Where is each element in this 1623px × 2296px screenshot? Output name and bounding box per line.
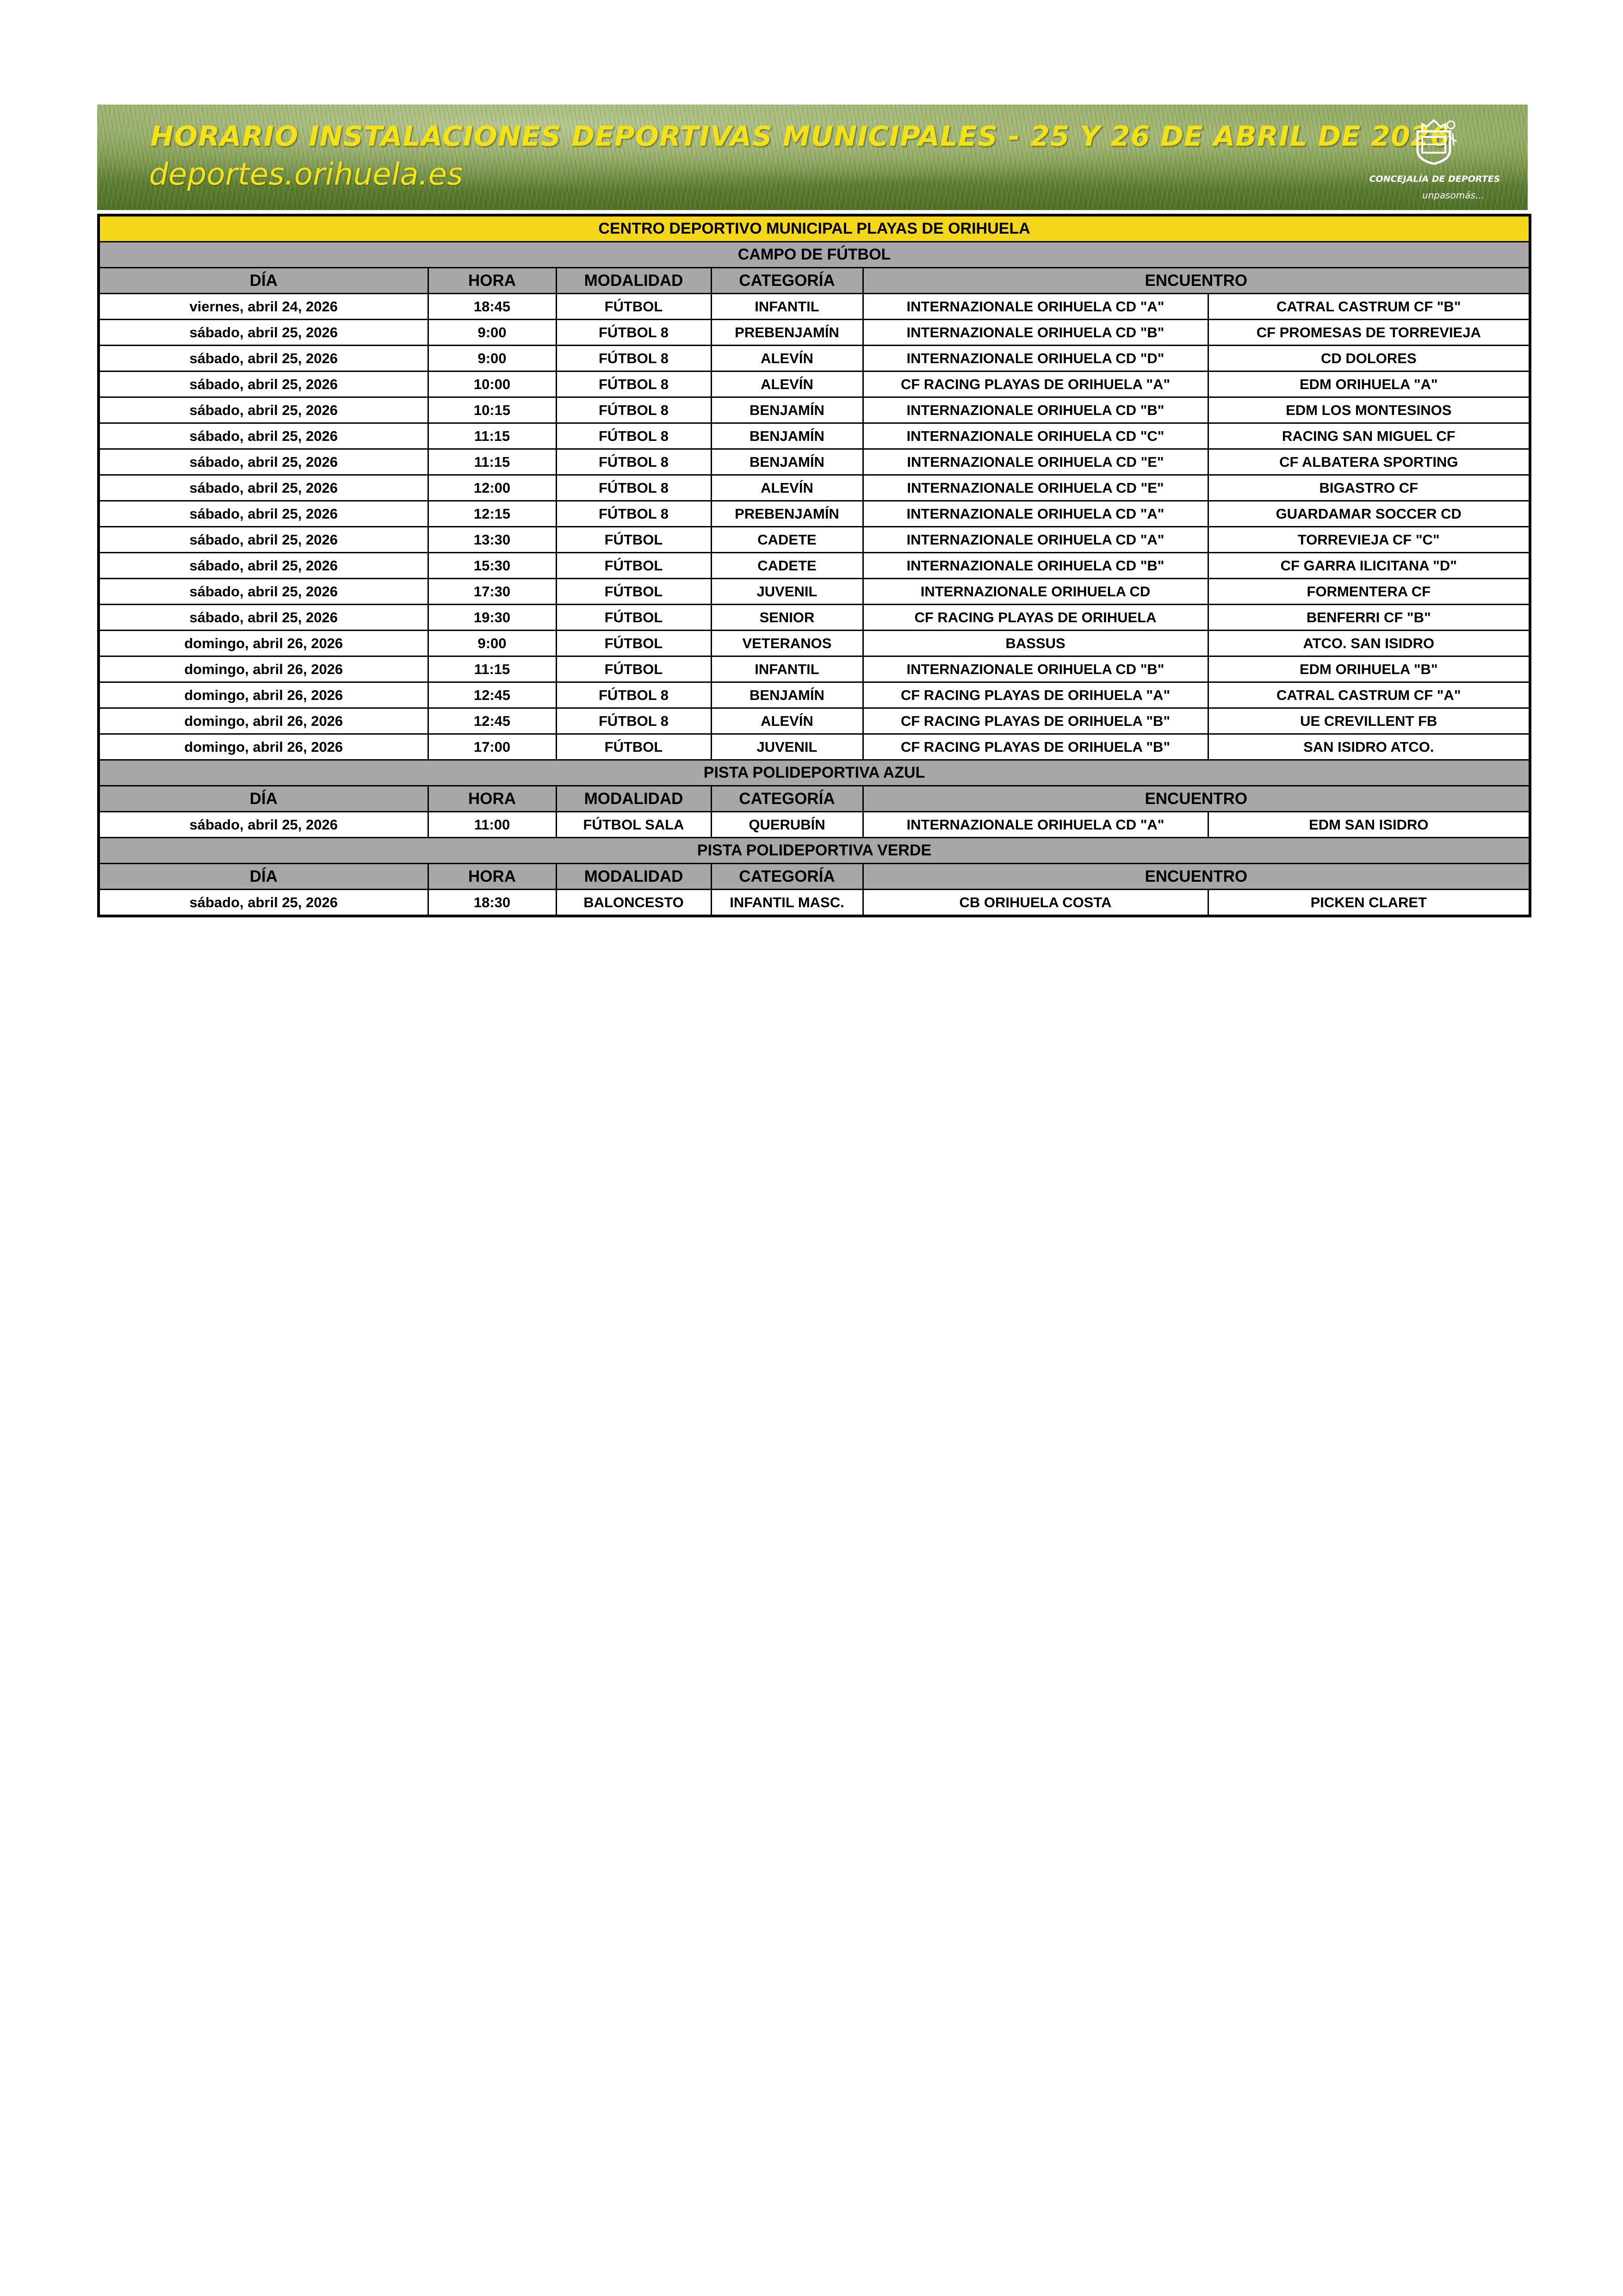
schedule-body [99,215,1530,916]
cell-day: domingo, abril 26, 2026 [99,734,428,760]
cell-category: ALEVÍN [711,346,863,371]
cell-modality: FÚTBOL 8 [556,475,711,501]
cell-away-team: EDM SAN ISIDRO [1208,812,1530,838]
cell-home-team: CF RACING PLAYAS DE ORIHUELA [863,605,1208,631]
table-row [99,501,1530,527]
column-header: MODALIDAD [556,864,711,890]
cell-home-team: INTERNAZIONALE ORIHUELA CD "E" [863,449,1208,475]
cell-home-team: CF RACING PLAYAS DE ORIHUELA "B" [863,734,1208,760]
cell-time: 13:30 [428,527,556,553]
cell-away-team: EDM LOS MONTESINOS [1208,397,1530,423]
cell-day: sábado, abril 25, 2026 [99,397,428,423]
cell-day: domingo, abril 26, 2026 [99,656,428,682]
cell-time: 12:00 [428,475,556,501]
table-row [99,527,1530,553]
table-row [99,579,1530,605]
column-header-row [99,786,1530,812]
cell-day: sábado, abril 25, 2026 [99,501,428,527]
cell-home-team: CB ORIHUELA COSTA [863,890,1208,916]
table-row [99,656,1530,682]
cell-away-team: FORMENTERA CF [1208,579,1530,605]
cell-time: 12:45 [428,708,556,734]
column-header-row [99,268,1530,294]
cell-day: domingo, abril 26, 2026 [99,631,428,656]
cell-day: sábado, abril 25, 2026 [99,812,428,838]
section-header-row [99,838,1530,864]
cell-time: 9:00 [428,346,556,371]
cell-away-team: CD DOLORES [1208,346,1530,371]
cell-modality: FÚTBOL 8 [556,320,711,346]
cell-category: JUVENIL [711,579,863,605]
cell-home-team: INTERNAZIONALE ORIHUELA CD "D" [863,346,1208,371]
cell-modality: FÚTBOL 8 [556,682,711,708]
cell-time: 17:30 [428,579,556,605]
cell-modality: FÚTBOL [556,527,711,553]
cell-time: 11:15 [428,449,556,475]
cell-away-team: UE CREVILLENT FB [1208,708,1530,734]
cell-day: sábado, abril 25, 2026 [99,579,428,605]
cell-modality: FÚTBOL 8 [556,423,711,449]
table-row [99,294,1530,320]
cell-time: 18:30 [428,890,556,916]
column-header: DÍA [99,268,428,294]
column-header-row [99,864,1530,890]
cell-away-team: PICKEN CLARET [1208,890,1530,916]
cell-modality: FÚTBOL [556,656,711,682]
cell-time: 11:00 [428,812,556,838]
column-header: DÍA [99,864,428,890]
cell-modality: FÚTBOL 8 [556,449,711,475]
section-title: PISTA POLIDEPORTIVA AZUL [99,760,1530,786]
cell-category: INFANTIL [711,656,863,682]
cell-category: JUVENIL [711,734,863,760]
cell-modality: FÚTBOL [556,553,711,579]
column-header: HORA [428,864,556,890]
cell-day: sábado, abril 25, 2026 [99,371,428,397]
cell-category: CADETE [711,527,863,553]
cell-time: 17:00 [428,734,556,760]
table-row [99,708,1530,734]
table-row [99,397,1530,423]
schedule-table [97,214,1531,917]
table-row [99,631,1530,656]
cell-home-team: INTERNAZIONALE ORIHUELA CD "E" [863,475,1208,501]
cell-time: 10:15 [428,397,556,423]
column-header: ENCUENTRO [863,786,1530,812]
cell-home-team: CF RACING PLAYAS DE ORIHUELA "B" [863,708,1208,734]
cell-modality: FÚTBOL [556,734,711,760]
column-header: ENCUENTRO [863,268,1530,294]
cell-category: INFANTIL MASC. [711,890,863,916]
column-header: MODALIDAD [556,786,711,812]
cell-away-team: EDM ORIHUELA "B" [1208,656,1530,682]
cell-home-team: INTERNAZIONALE ORIHUELA CD "A" [863,527,1208,553]
cell-day: sábado, abril 25, 2026 [99,527,428,553]
cell-time: 15:30 [428,553,556,579]
cell-day: sábado, abril 25, 2026 [99,475,428,501]
cell-away-team: CATRAL CASTRUM CF "A" [1208,682,1530,708]
cell-home-team: INTERNAZIONALE ORIHUELA CD "B" [863,553,1208,579]
table-row [99,553,1530,579]
cell-home-team: INTERNAZIONALE ORIHUELA CD "A" [863,501,1208,527]
cell-home-team: CF RACING PLAYAS DE ORIHUELA "A" [863,682,1208,708]
cell-time: 12:45 [428,682,556,708]
venue-row [99,215,1530,242]
cell-category: BENJAMÍN [711,449,863,475]
cell-modality: FÚTBOL [556,294,711,320]
cell-day: viernes, abril 24, 2026 [99,294,428,320]
cell-day: sábado, abril 25, 2026 [99,320,428,346]
cell-category: QUERUBÍN [711,812,863,838]
table-row [99,682,1530,708]
banner-title: HORARIO INSTALACIONES DEPORTIVAS MUNICIPALES - 25 Y 26 DE ABRIL DE 2026 [150,120,1450,153]
cell-away-team: CF ALBATERA SPORTING [1208,449,1530,475]
column-header: MODALIDAD [556,268,711,294]
cell-time: 9:00 [428,631,556,656]
column-header: ENCUENTRO [863,864,1530,890]
cell-away-team: ATCO. SAN ISIDRO [1208,631,1530,656]
cell-modality: FÚTBOL 8 [556,371,711,397]
cell-modality: FÚTBOL [556,631,711,656]
table-row [99,734,1530,760]
cell-home-team: INTERNAZIONALE ORIHUELA CD "A" [863,294,1208,320]
cell-home-team: BASSUS [863,631,1208,656]
cell-modality: FÚTBOL 8 [556,346,711,371]
cell-modality: FÚTBOL 8 [556,397,711,423]
cell-time: 9:00 [428,320,556,346]
cell-time: 19:30 [428,605,556,631]
cell-modality: FÚTBOL [556,605,711,631]
table-row [99,423,1530,449]
section-title: CAMPO DE FÚTBOL [99,242,1530,268]
table-row [99,812,1530,838]
cell-day: sábado, abril 25, 2026 [99,605,428,631]
cell-modality: BALONCESTO [556,890,711,916]
cell-day: domingo, abril 26, 2026 [99,682,428,708]
table-row [99,346,1530,371]
cell-category: PREBENJAMÍN [711,320,863,346]
cell-category: BENJAMÍN [711,682,863,708]
cell-category: ALEVÍN [711,371,863,397]
cell-time: 18:45 [428,294,556,320]
cell-time: 10:00 [428,371,556,397]
cell-modality: FÚTBOL 8 [556,501,711,527]
cell-home-team: CF RACING PLAYAS DE ORIHUELA "A" [863,371,1208,397]
cell-category: CADETE [711,553,863,579]
cell-away-team: BIGASTRO CF [1208,475,1530,501]
cell-day: sábado, abril 25, 2026 [99,423,428,449]
cell-away-team: TORREVIEJA CF "C" [1208,527,1530,553]
cell-day: sábado, abril 25, 2026 [99,346,428,371]
cell-away-team: CF PROMESAS DE TORREVIEJA [1208,320,1530,346]
cell-modality: FÚTBOL 8 [556,708,711,734]
logo-name: CONCEJALÍA DE DEPORTES [1369,174,1500,184]
cell-category: BENJAMÍN [711,423,863,449]
venue-title: CENTRO DEPORTIVO MUNICIPAL PLAYAS DE ORIHUELA [99,215,1530,242]
cell-home-team: INTERNAZIONALE ORIHUELA CD "B" [863,320,1208,346]
column-header: CATEGORÍA [711,786,863,812]
cell-category: PREBENJAMÍN [711,501,863,527]
cell-away-team: GUARDAMAR SOCCER CD [1208,501,1530,527]
cell-time: 11:15 [428,656,556,682]
cell-category: SENIOR [711,605,863,631]
cell-home-team: INTERNAZIONALE ORIHUELA CD "C" [863,423,1208,449]
cell-category: VETERANOS [711,631,863,656]
logo-tagline: unpasomás... [1422,190,1485,201]
cell-category: INFANTIL [711,294,863,320]
table-row [99,371,1530,397]
cell-away-team: CATRAL CASTRUM CF "B" [1208,294,1530,320]
cell-away-team: RACING SAN MIGUEL CF [1208,423,1530,449]
header-banner [97,105,1528,210]
cell-time: 11:15 [428,423,556,449]
cell-day: domingo, abril 26, 2026 [99,708,428,734]
cell-home-team: INTERNAZIONALE ORIHUELA CD "A" [863,812,1208,838]
coat-of-arms-icon [1408,118,1459,166]
column-header: HORA [428,786,556,812]
cell-category: ALEVÍN [711,475,863,501]
cell-home-team: INTERNAZIONALE ORIHUELA CD [863,579,1208,605]
cell-away-team: SAN ISIDRO ATCO. [1208,734,1530,760]
cell-time: 12:15 [428,501,556,527]
cell-category: BENJAMÍN [711,397,863,423]
cell-day: sábado, abril 25, 2026 [99,890,428,916]
column-header: CATEGORÍA [711,268,863,294]
banner-url[interactable]: deportes.orihuela.es [149,156,463,192]
table-row [99,320,1530,346]
section-header-row [99,760,1530,786]
cell-away-team: EDM ORIHUELA "A" [1208,371,1530,397]
cell-day: sábado, abril 25, 2026 [99,449,428,475]
section-header-row [99,242,1530,268]
cell-day: sábado, abril 25, 2026 [99,553,428,579]
cell-category: ALEVÍN [711,708,863,734]
cell-away-team: CF GARRA ILICITANA "D" [1208,553,1530,579]
table-row [99,475,1530,501]
column-header: DÍA [99,786,428,812]
section-title: PISTA POLIDEPORTIVA VERDE [99,838,1530,864]
cell-away-team: BENFERRI CF "B" [1208,605,1530,631]
cell-home-team: INTERNAZIONALE ORIHUELA CD "B" [863,656,1208,682]
cell-modality: FÚTBOL SALA [556,812,711,838]
table-row [99,890,1530,916]
column-header: CATEGORÍA [711,864,863,890]
table-row [99,605,1530,631]
concejalia-logo [1358,115,1511,203]
cell-modality: FÚTBOL [556,579,711,605]
column-header: HORA [428,268,556,294]
table-row [99,449,1530,475]
cell-home-team: INTERNAZIONALE ORIHUELA CD "B" [863,397,1208,423]
